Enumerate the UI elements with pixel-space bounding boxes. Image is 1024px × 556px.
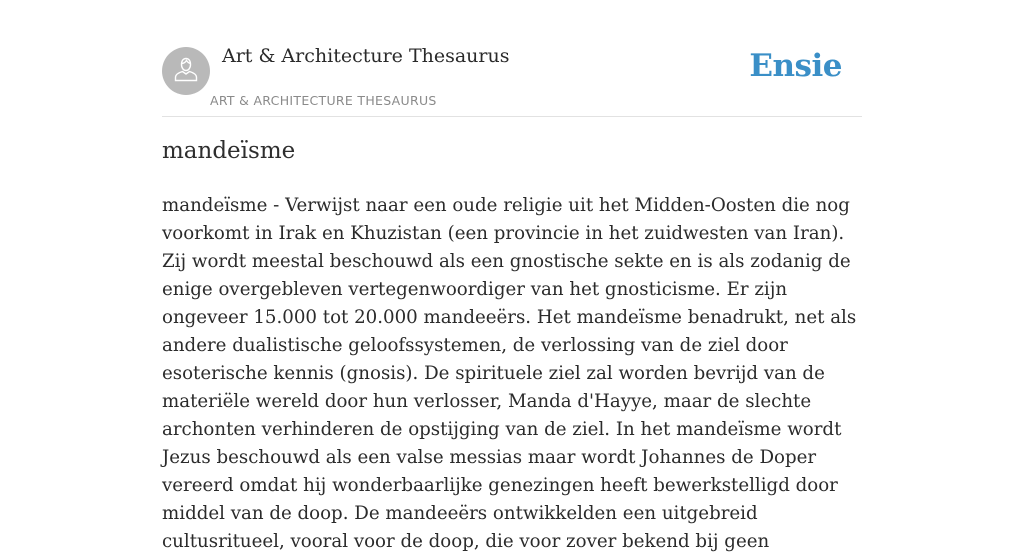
ensie-logo[interactable]: Ensie [749,48,842,84]
page [162,0,862,552]
user-icon [171,54,201,89]
header [162,0,862,117]
definition-text: mandeïsme - Verwijst naar een oude religie uit het Midden-Oosten die nog voorkomt in Irak en Khuzistan (een provincie in het zuidwesten van Iran). Zij wordt meestal beschouwd als een gnostische sekte en is als zodanig de enige overgebleven vertegenwoordiger van het gnosticisme. Er zijn ongeveer 15.000 tot 20.000 mandeeërs. Het mandeïsme benadrukt, net als andere dualistische geloofssystemen, de verlossing van de ziel door esoterische kennis (gnosis). De spirituele ziel zal worden bevrijd van de materiële wereld door hun verlosser, Manda d'Hayye, maar de slechte archonten verhinderen de opstijging van de ziel. In het mandeïsme wordt Jezus beschouwd als een valse messias maar wordt Johannes de Doper vereerd omdat hij wonderbaarlijke genezingen heeft bewerkstelligd door middel van de doop. De mandeeërs ontwikkelden een uitgebreid cultusritueel, vooral voor de doop, die voor zover bekend bij geen [162,195,857,552]
avatar[interactable] [162,47,210,95]
source-subtitle[interactable]: ART & ARCHITECTURE THESAURUS [210,93,437,108]
page-title: mandeïsme [162,138,296,164]
source-title[interactable]: Art & Architecture Thesaurus [222,45,510,67]
